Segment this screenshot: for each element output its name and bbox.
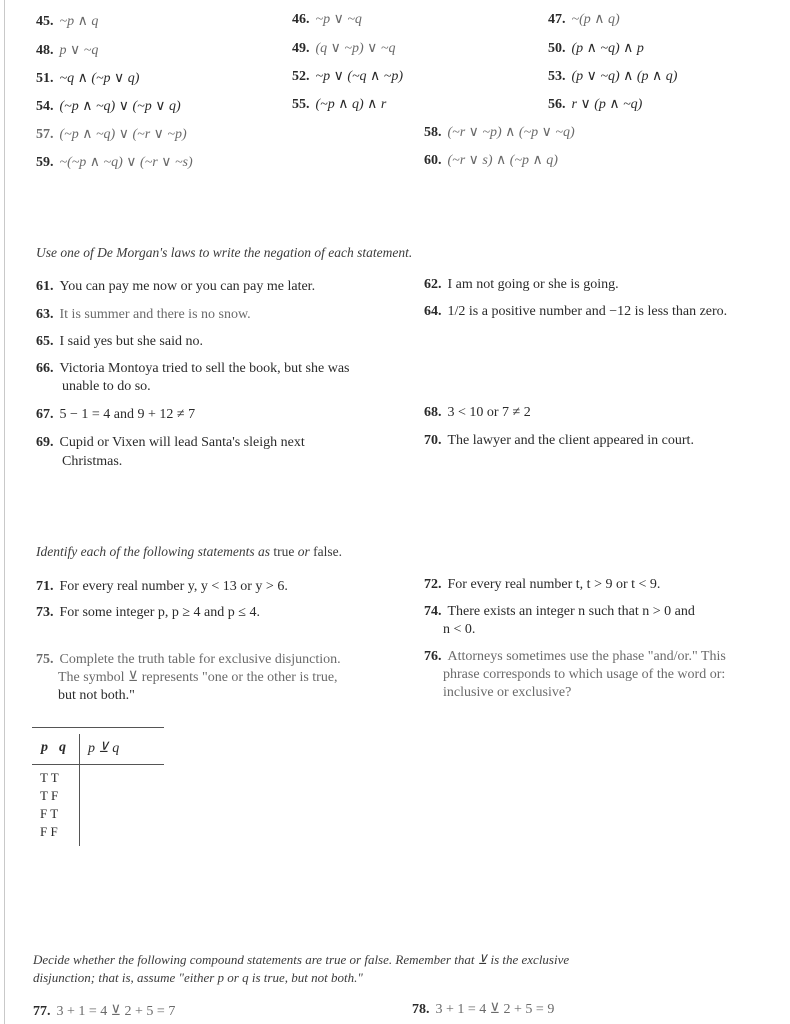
exercise-52: 52. ~p ∨ (~q ∧ ~p) bbox=[292, 69, 404, 84]
problem-75-line3: but not both." bbox=[58, 688, 135, 703]
truth-table-header-result: p ⊻ q bbox=[88, 741, 120, 756]
exercise-58: 58. (~r ∨ ~p) ∧ (~p ∨ ~q) bbox=[424, 125, 575, 140]
truth-table-header-q: q bbox=[59, 740, 66, 755]
truth-table-row: F F bbox=[40, 824, 58, 839]
instruction-true-false: Identify each of the following statements as true or false. bbox=[36, 544, 342, 559]
problem-69-line2: Christmas. bbox=[62, 454, 123, 469]
exercise-49: 49. (q ∨ ~p) ∨ ~q bbox=[292, 41, 396, 56]
truth-table-row: T T bbox=[40, 770, 59, 785]
exercise-54: 54. (~p ∧ ~q) ∨ (~p ∨ q) bbox=[36, 99, 181, 114]
truth-table-header-p: p bbox=[41, 740, 48, 755]
problem-62: 62. I am not going or she is going. bbox=[424, 277, 619, 292]
problem-77: 77. 3 + 1 = 4 ⊻ 2 + 5 = 7 bbox=[33, 1004, 176, 1019]
exercise-53: 53. (p ∨ ~q) ∧ (p ∧ q) bbox=[548, 69, 678, 84]
problem-75-line2: The symbol ⊻ represents "one or the other is true, bbox=[58, 670, 338, 685]
problem-73: 73. For some integer p, p ≥ 4 and p ≤ 4. bbox=[36, 605, 260, 620]
truth-table-row: F T bbox=[40, 806, 59, 821]
truth-table-header-rule bbox=[32, 764, 164, 765]
truth-table-divider bbox=[79, 734, 80, 846]
instruction-demorgan: Use one of De Morgan's laws to write the negation of each statement. bbox=[36, 245, 413, 260]
exercise-57: 57. (~p ∧ ~q) ∨ (~r ∨ ~p) bbox=[36, 127, 187, 142]
problem-74: 74. There exists an integer n such that n > 0 and bbox=[424, 604, 695, 619]
problem-68: 68. 3 < 10 or 7 ≠ 2 bbox=[424, 405, 531, 420]
exercise-55: 55. (~p ∧ q) ∧ r bbox=[292, 97, 387, 112]
problem-67: 67. 5 − 1 = 4 and 9 + 12 ≠ 7 bbox=[36, 407, 196, 422]
problem-74-line2: n < 0. bbox=[443, 622, 476, 637]
problem-78: 78. 3 + 1 = 4 ⊻ 2 + 5 = 9 bbox=[412, 1002, 555, 1017]
instruction-exclusive-line1: Decide whether the following compound statements are true or false. Remember that ⊻ is the exclusive bbox=[33, 952, 570, 967]
problem-63: 63. It is summer and there is no snow. bbox=[36, 307, 251, 322]
problem-75: 75. Complete the truth table for exclusive disjunction. bbox=[36, 652, 341, 667]
problem-76: 76. Attorneys sometimes use the phase "and/or." This bbox=[424, 649, 726, 664]
problem-76-line2: phrase corresponds to which usage of the word or: bbox=[443, 667, 726, 682]
truth-table-top-rule bbox=[32, 727, 164, 728]
exercise-50: 50. (p ∧ ~q) ∧ p bbox=[548, 41, 644, 56]
exercise-46: 46. ~p ∨ ~q bbox=[292, 12, 362, 27]
truth-table-row: T F bbox=[40, 788, 59, 803]
problem-70: 70. The lawyer and the client appeared in court. bbox=[424, 433, 694, 448]
problem-66: 66. Victoria Montoya tried to sell the book, but she was bbox=[36, 361, 350, 376]
problem-69: 69. Cupid or Vixen will lead Santa's sleigh next bbox=[36, 435, 305, 450]
scan-margin-line bbox=[4, 0, 5, 1024]
exercise-45: 45. ~p ∧ q bbox=[36, 14, 99, 29]
instruction-exclusive-line2: disjunction; that is, assume "either p or q is true, but not both." bbox=[33, 970, 363, 985]
problem-61: 61. You can pay me now or you can pay me later. bbox=[36, 279, 316, 294]
exercise-51: 51. ~q ∧ (~p ∨ q) bbox=[36, 71, 140, 86]
exercise-56: 56. r ∨ (p ∧ ~q) bbox=[548, 97, 643, 112]
exercise-48: 48. p ∨ ~q bbox=[36, 43, 99, 58]
exercise-59: 59. ~(~p ∧ ~q) ∨ (~r ∨ ~s) bbox=[36, 155, 193, 170]
problem-64: 64. 1/2 is a positive number and −12 is less than zero. bbox=[424, 304, 728, 319]
problem-76-line3: inclusive or exclusive? bbox=[443, 685, 572, 700]
exercise-47: 47. ~(p ∧ q) bbox=[548, 12, 620, 27]
problem-66-line2: unable to do so. bbox=[62, 379, 151, 394]
exercise-60: 60. (~r ∨ s) ∧ (~p ∧ q) bbox=[424, 153, 558, 168]
problem-65: 65. I said yes but she said no. bbox=[36, 334, 203, 349]
problem-71: 71. For every real number y, y < 13 or y > 6. bbox=[36, 579, 288, 594]
problem-72: 72. For every real number t, t > 9 or t < 9. bbox=[424, 577, 661, 592]
